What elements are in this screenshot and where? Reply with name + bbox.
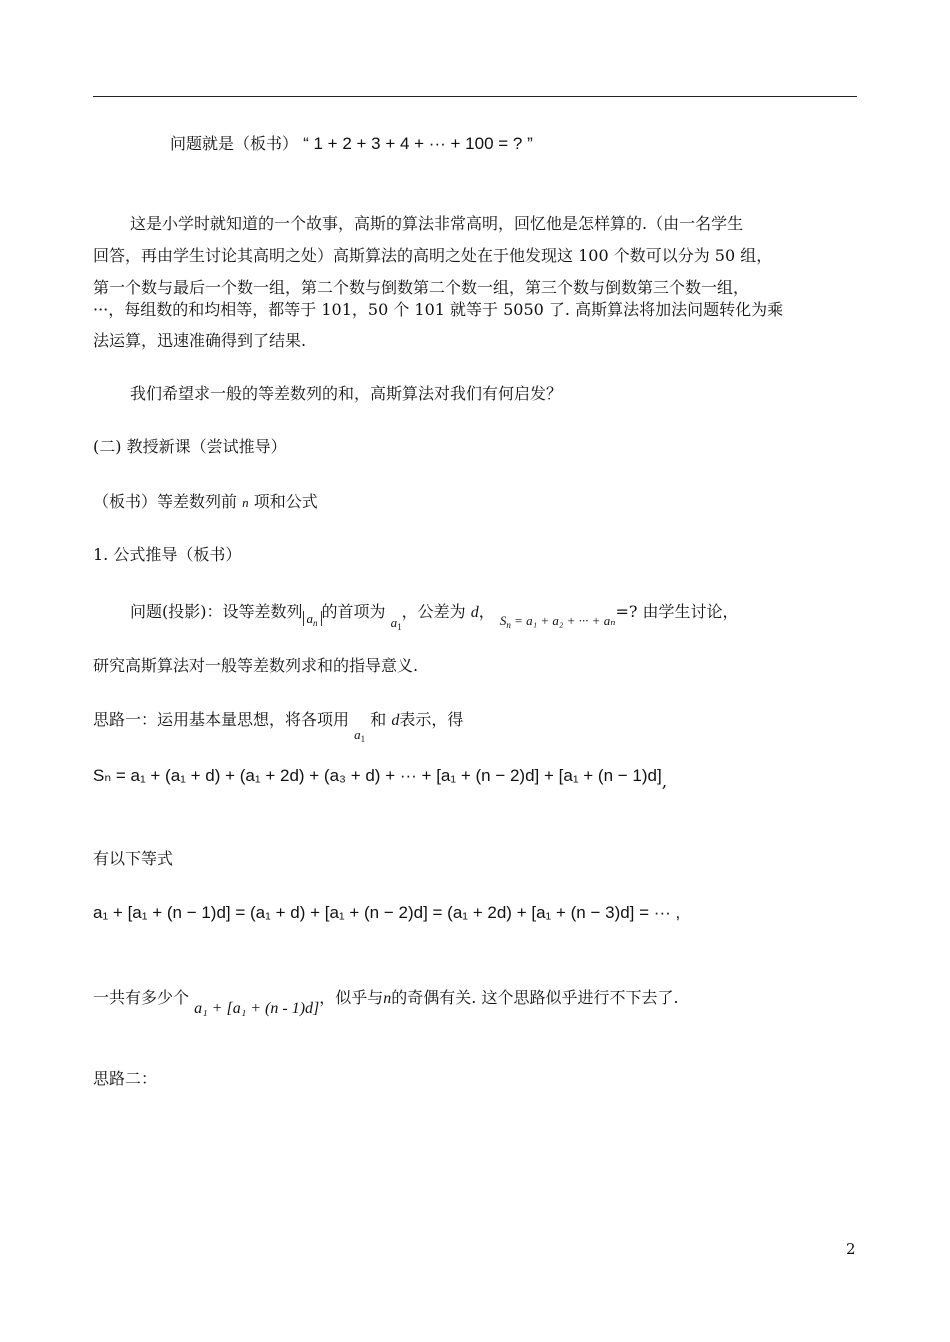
page-number: 2 bbox=[846, 1240, 856, 1258]
board-title-suffix: 项和公式 bbox=[253, 492, 318, 511]
var-a1: a bbox=[354, 727, 361, 742]
item-heading: 1. 公式推导（板书） bbox=[93, 545, 242, 564]
sum-expression: = a₁ + a₂ + ··· + aₙ bbox=[510, 613, 616, 628]
story-line-4: ···，每组数的和均相等，都等于 101，50 个 101 就等于 5050 了. 高斯算法将加法问题转化为乘 bbox=[93, 300, 784, 319]
question-text-5: 研究高斯算法对一般等差数列求和的指导意义. bbox=[93, 656, 419, 675]
sub-n: n bbox=[313, 618, 318, 628]
count-question bbox=[93, 988, 679, 1017]
first-term bbox=[391, 615, 402, 630]
question-text-1: 问题(投影)：设等差数列 bbox=[130, 602, 303, 621]
pair-expression: a₁ + [a₁ + (n - 1)d] bbox=[194, 1000, 320, 1017]
var-a: a bbox=[306, 611, 313, 626]
header-rule bbox=[93, 96, 857, 97]
sub-1: 1 bbox=[360, 734, 366, 744]
pair-equality-formula: a₁ + [a₁ + (n − 1)d] = (a₁ + d) + [a₁ + (n − 2)d] = (a₁ + 2d) + [a₁ + (n − 3)d] = ··· , bbox=[93, 903, 681, 922]
story-line-5: 法运算，迅速准确得到了结果. bbox=[93, 331, 307, 350]
idea-one bbox=[93, 710, 464, 744]
idea-one-text: 思路一：运用基本量思想，将各项用 bbox=[93, 710, 350, 729]
story-line-1: 这是小学时就知道的一个故事，高斯的算法非常高明，回忆他是怎样算的.（由一名学生 bbox=[130, 214, 744, 233]
question-text-3: ，公差为 bbox=[401, 602, 466, 621]
question-text-4: =? 由学生讨论， bbox=[615, 602, 739, 621]
var-d: d bbox=[470, 604, 479, 621]
idea-one-tail: 表示，得 bbox=[399, 710, 464, 729]
story-line-3: 第一个数与最后一个数一组，第二个数与倒数第二个数一组，第三个数与倒数第三个数一组， bbox=[93, 278, 750, 297]
sub-1: 1 bbox=[397, 622, 402, 632]
var-S: S bbox=[499, 613, 507, 628]
count-question-text: 一共有多少个 bbox=[93, 988, 190, 1007]
comma: ， bbox=[478, 602, 495, 621]
section-heading: (二) 教授新课（尝试推导） bbox=[93, 437, 287, 456]
sequence-an bbox=[303, 611, 322, 626]
gauss-sum-formula: “ 1 + 2 + 3 + 4 + ··· + 100 = ? ” bbox=[303, 134, 533, 153]
problem-label: 问题就是（板书） bbox=[170, 134, 299, 153]
board-title bbox=[93, 492, 318, 513]
var-a1: a bbox=[390, 615, 398, 630]
expanded-sum bbox=[93, 766, 668, 792]
sum-definition bbox=[500, 613, 616, 628]
inspiration-question: 我们希望求一般的等差数列的和，高斯算法对我们有何启发？ bbox=[130, 384, 563, 403]
idea-two: 思路二： bbox=[93, 1069, 158, 1088]
sub-n: n bbox=[506, 620, 511, 630]
board-title-prefix: （板书）等差数列前 bbox=[93, 492, 238, 511]
and-word: 和 bbox=[370, 710, 387, 729]
expanded-sum-formula: Sₙ = a₁ + (a₁ + d) + (a₁ + 2d) + (a₃ + d) + ··· + [a₁ + (n − 2)d] + [a₁ + (n − 1)d] bbox=[93, 766, 662, 785]
term-a1 bbox=[354, 727, 365, 742]
var-d: d bbox=[391, 712, 400, 729]
count-question-mid: ，似乎与 bbox=[319, 988, 384, 1007]
story-line-2: 回答，再由学生讨论其高明之处）高斯算法的高明之处在于他发现这 100 个数可以分为 50 组， bbox=[93, 246, 773, 265]
equation-intro: 有以下等式 bbox=[93, 849, 174, 868]
formula-comma: , bbox=[661, 772, 668, 792]
problem-statement bbox=[170, 134, 533, 154]
variable-n: n bbox=[242, 495, 249, 510]
var-n: n bbox=[383, 990, 392, 1007]
count-question-tail: 的奇偶有关. 这个思路似乎进行不下去了. bbox=[391, 988, 679, 1007]
problem-projection bbox=[130, 602, 739, 632]
question-text-2: 的首项为 bbox=[321, 602, 386, 621]
